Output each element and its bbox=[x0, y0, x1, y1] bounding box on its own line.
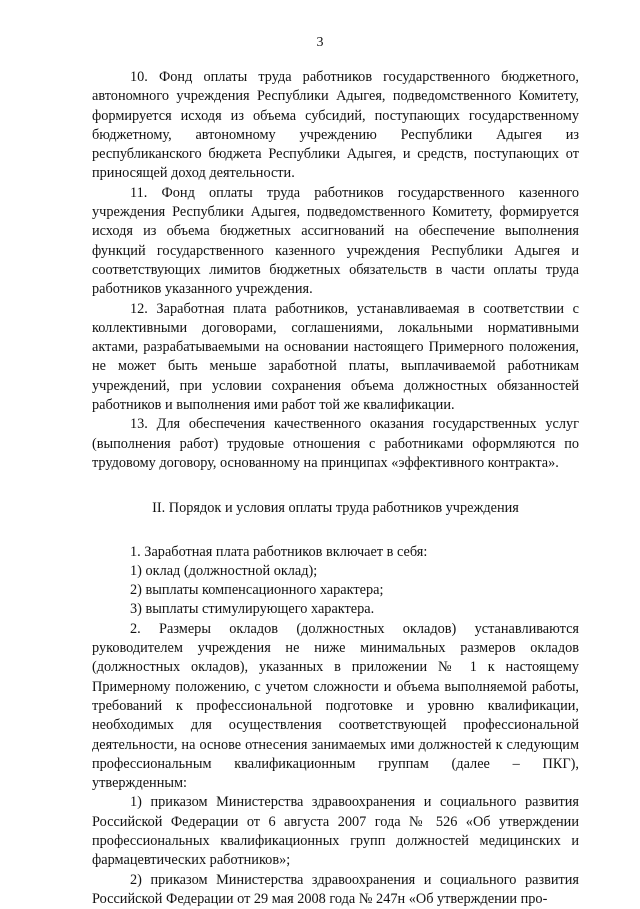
document-body bbox=[92, 68, 579, 909]
paragraph-salary-sizes: 2. Размеры окладов (должностных окладов) устанавливаются руководителем учреждения не ниже минимальных размеров окладов (должностных окладов), указанных в приложении № 1 к настоящему Примерному положению, с учетом сложности и объема выполняемой работы, требований к профессиональной подготовке и уровню квалификации, необходимых для осуществления соответствующей профессиональной деятельности, на основе отнесения занимаемых ими должностей к следующим профессиональным квалификационным группам (далее – ПКГ), утвержденным: bbox=[92, 620, 579, 792]
list-item-order-2: 2) приказом Министерства здравоохранения и социального развития Российской Федерации от 29 мая 2008 года № 247н «Об утверждении про- bbox=[92, 871, 579, 907]
list-item-salary-2: 2) выплаты компенсационного характера; bbox=[130, 582, 384, 599]
page-number: 3 bbox=[316, 35, 324, 50]
list-item-salary-3: 3) выплаты стимулирующего характера. bbox=[130, 601, 375, 618]
paragraph-11: 11. Фонд оплаты труда работников государственного казенного учреждения Республики Адыгея, подведомственного Комитету, формируется исходя из объема бюджетных ассигнований на обеспечение выполнения функций государственного казенного учреждения Республики Адыгея и соответствующих лимитов бюджетных обязательств в части оплаты труда работников указанного учреждения. bbox=[92, 184, 579, 298]
list-item-salary-1: 1) оклад (должностной оклад); bbox=[130, 562, 318, 579]
section-heading: II. Порядок и условия оплаты труда работников учреждения bbox=[152, 500, 519, 517]
list-item-order-1: 1) приказом Министерства здравоохранения и социального развития Российской Федерации от 6 августа 2007 года № 526 «Об утверждении профессиональных квалификационных групп должностей медицинских и фармацевтических работников»; bbox=[92, 794, 579, 869]
paragraph-salary-intro: 1. Заработная плата работников включает в себя: bbox=[130, 543, 428, 560]
paragraph-12: 12. Заработная плата работников, устанавливаемая в соответствии с коллективными договорами, соглашениями, локальными нормативными актами, разрабатываемыми на основании настоящего Примерного положения, не может быть меньше заработной платы, выплачиваемой работникам учреждений, при условии сохранения объема должностных обязанностей работников и выполнения ими работ той же квалификации. bbox=[92, 300, 579, 414]
paragraph-10: 10. Фонд оплаты труда работников государственного бюджетного, автономного учреждения Республики Адыгея, подведомственного Комитету, формируется исходя из объема субсидий, поступающих государственному бюджетному, автономному учреждению Республики Адыгея из республиканского бюджета Республики Адыгея, и средств, поступающих от приносящей доход деятельности. bbox=[92, 69, 579, 182]
paragraph-13: 13. Для обеспечения качественного оказания государственных услуг (выполнения работ) трудовые отношения с работниками оформляются по трудовому договору, основанному на принципах «эффективного контракта». bbox=[92, 416, 579, 471]
